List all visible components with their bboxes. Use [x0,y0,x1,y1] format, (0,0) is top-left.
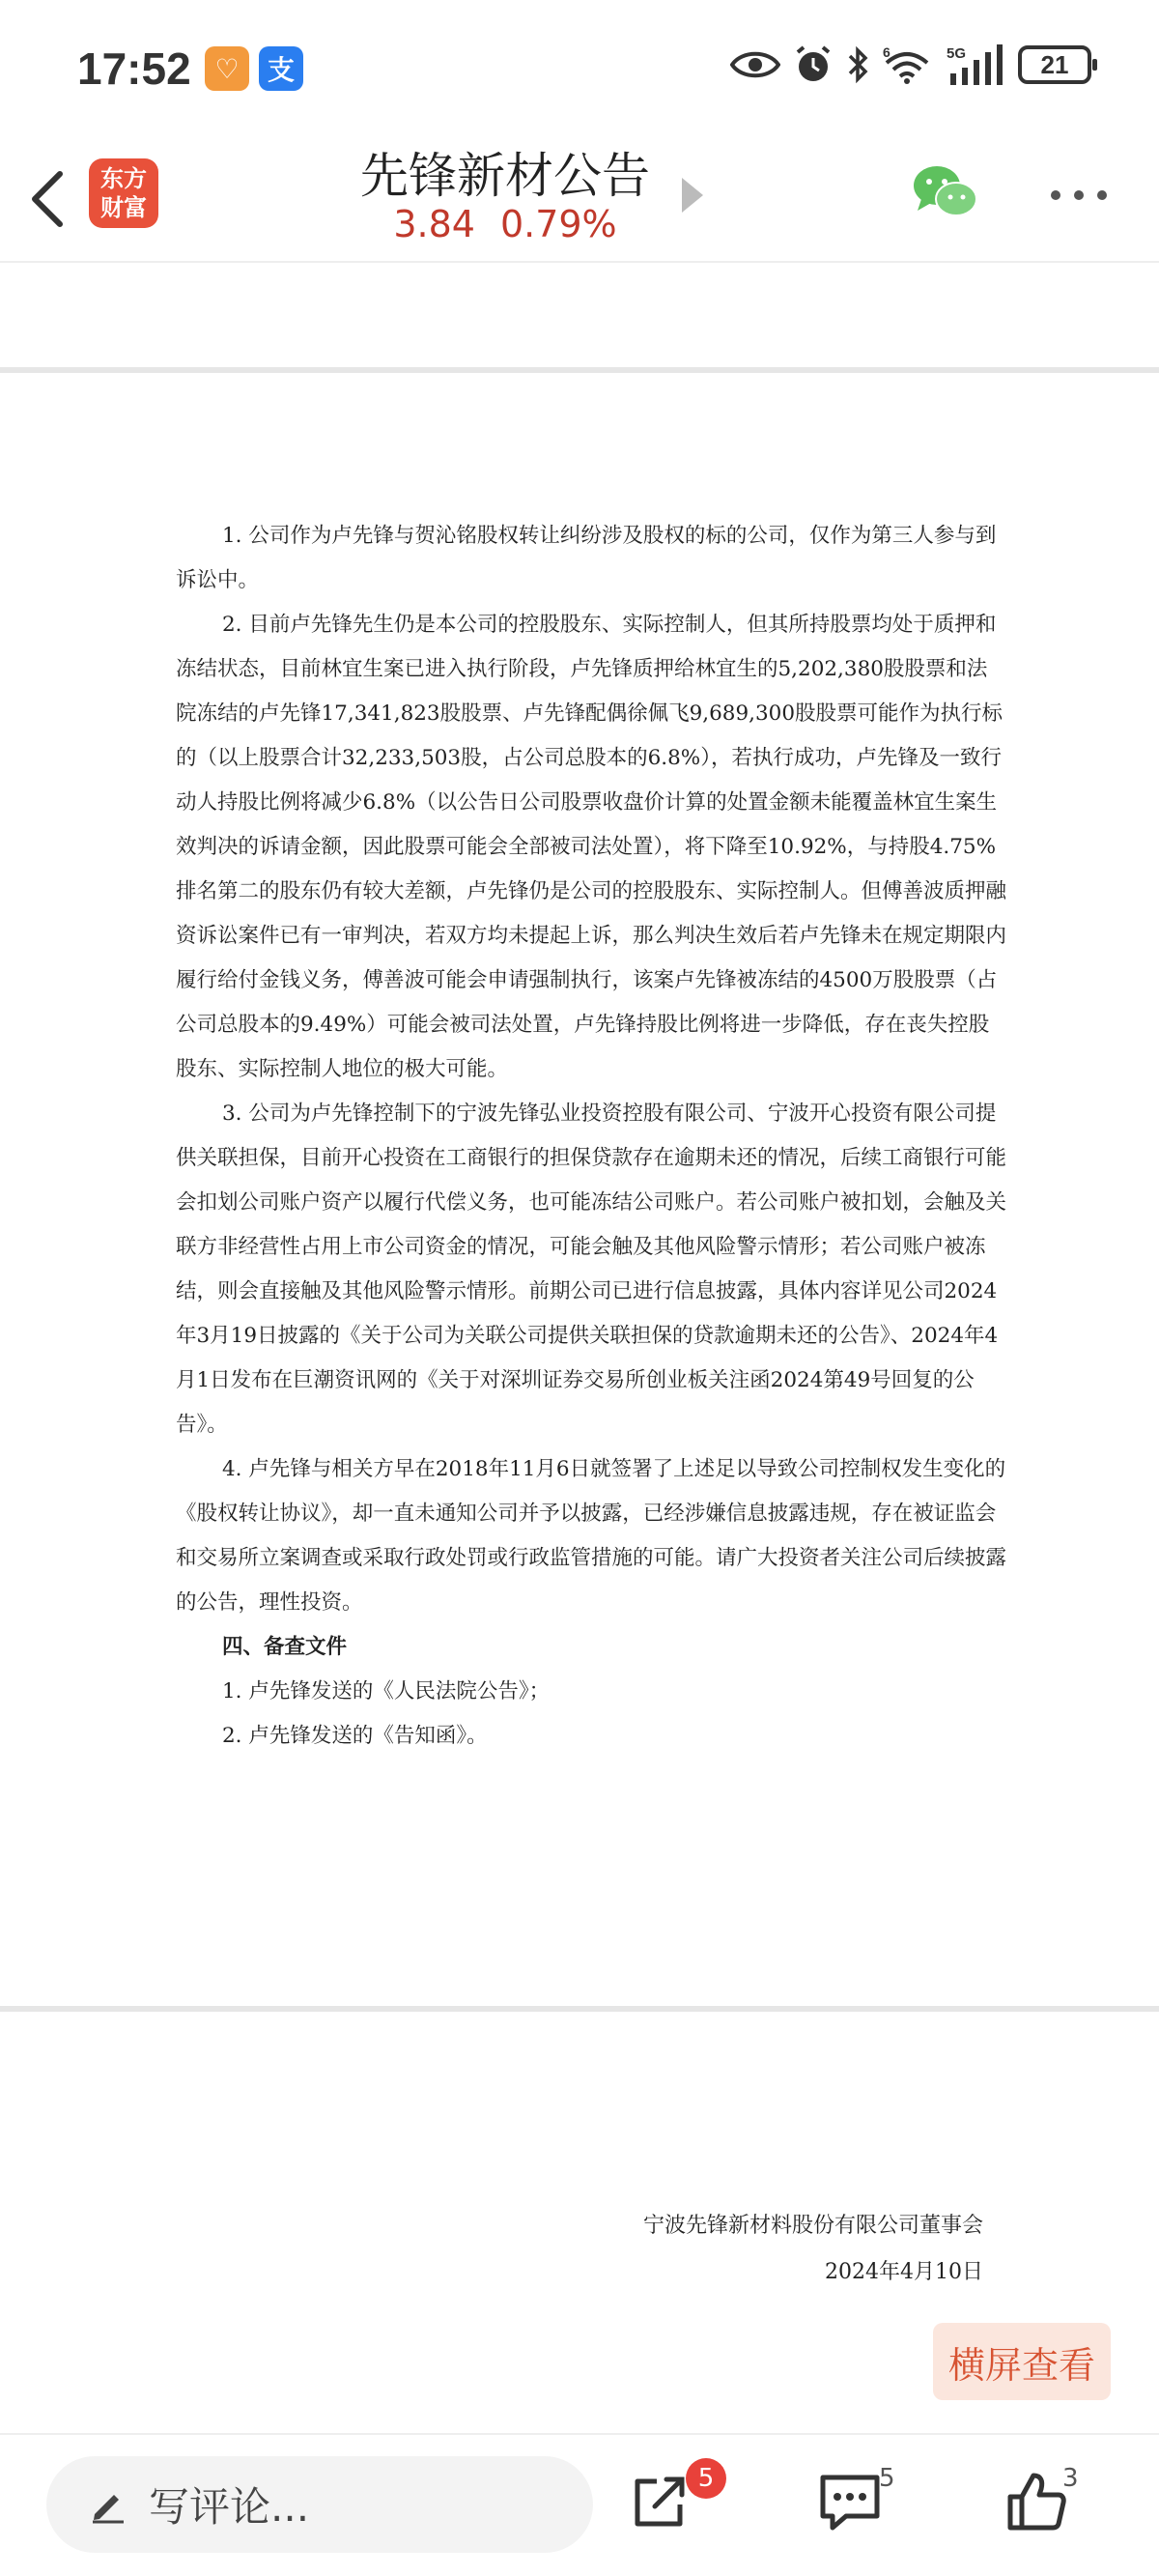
app-notification-icon: ♡ [205,46,249,91]
like-icon[interactable] [1004,2470,1068,2533]
header [0,135,1159,261]
share-icon[interactable] [628,2470,692,2533]
alarm-icon [794,44,833,85]
wifi-icon [883,45,931,84]
stock-change: 0.79% [499,203,617,245]
stock-price: 3.84 [393,203,475,245]
header-bottom-line [0,261,1159,263]
doc-section-title: 四、备查文件 [222,1635,348,1659]
signal-icon [945,44,1004,85]
status-icons [730,44,1091,85]
doc-paragraph-3: 3. 公司为卢先锋控制下的宁波先锋弘业投资控股有限公司、宁波开心投资有限公司提供关联担保，目前开心投资在工商银行的担保贷款存在逾期未还的情况，后续工商银行可能会扣划公司账户资产以履行代偿义务，也可能冻结公司账户。若公司账户被扣划，会触及关联方非经营性占用上市公司资金的情况，可能会触及其他风险警示情形；若公司账户被冻结，则会直接触及其他风险警示情形。前期公司已进行信息披露，具体内容详见公司2024年3月19日披露的《关于公司为关联公司提供关联担保的贷款逾期未还的公告》、2024年4月1日发布在巨潮资讯网的《关于对深圳证券交易所创业板关注函2024第49号回复的公告》。 [176,1102,1007,1437]
doc-file-2: 2. 卢先锋发送的《告知函》。 [222,1724,488,1748]
status-bar [0,0,1159,145]
logo-line-2: 财富 [100,194,147,221]
doc-paragraph-4: 4. 卢先锋与相关方早在2018年11月6日就签署了上述足以导致公司控制权发生变化的《股权转让协议》，却一直未通知公司并予以披露，已经涉嫌信息披露违规，存在被证监会和交易所立案调查或采取行政处罚或行政监管措施的可能。请广大投资者关注公司后续披露的公告，理性投资。 [176,1457,1007,1615]
more-icon[interactable] [1049,188,1109,202]
alipay-notification-icon: 支 [259,46,303,91]
caret-right-icon[interactable] [680,176,705,215]
comment-icon[interactable] [817,2470,883,2533]
svg-text:6: 6 [883,45,890,60]
document-bottom-divider [0,2006,1159,2012]
signature: 宁波先锋新材料股份有限公司董事会 [642,2214,983,2238]
status-time: 17:52 [77,43,191,94]
comment-input[interactable] [46,2456,593,2553]
pencil-icon [89,2485,127,2524]
page-title[interactable]: 先锋新材公告 [360,148,650,204]
bluetooth-icon [846,45,869,84]
stock-quote[interactable] [0,203,1010,245]
share-badge: 5 [686,2458,726,2499]
battery-icon: 21 [1018,45,1091,84]
network-type: 5G [947,45,967,62]
doc-paragraph-2: 2. 目前卢先锋先生仍是本公司的控股股东、实际控制人，但其所持股票均处于质押和冻结状态，目前林宜生案已进入执行阶段，卢先锋质押给林宜生的5,202,380股股票和法院冻结的卢先锋17,341,823股股票、卢先锋配偶徐佩飞9,689,300股股票可能作为执行标的（以上股票合计32,233,503股，占公司总股本的6.8%），若执行成功，卢先锋及一致行动人持股比例将减少6.8%（以公告日公司股票收盘价计算的处置金额未能覆盖林宜生案生效判决的诉请金额，因此股票可能会全部被司法处置），将下降至10.92%，与持股4.75%排名第二的股东仍有较大差额，卢先锋仍是公司的控股股东、实际控制人。但傅善波质押融资诉讼案件已有一审判决，若双方均未提起上诉，那么判决生效后若卢先锋未在规定期限内履行给付金钱义务，傅善波可能会申请强制执行，该案卢先锋被冻结的4500万股股票（占公司总股本的9.49%）可能会被司法处置，卢先锋持股比例将进一步降低，存在丧失控股股东、实际控制人地位的极大可能。 [176,613,1007,1081]
announcement-document [176,514,1006,1759]
doc-file-1: 1. 卢先锋发送的《人民法院公告》； [222,1679,551,1703]
doc-paragraph-1: 1. 公司作为卢先锋与贺沁铭股权转让纠纷涉及股权的标的公司，仅作为第三人参与到诉讼中。 [176,524,997,592]
comment-count: 5 [879,2464,895,2493]
bottom-action-bar [0,2433,1159,2576]
wechat-share-icon[interactable] [912,162,979,222]
document-top-divider [0,367,1159,373]
landscape-view-button[interactable]: 横屏查看 [933,2323,1111,2400]
eye-icon [730,48,780,81]
logo-line-1: 东方 [100,165,147,192]
like-count: 3 [1062,2464,1079,2493]
signature-date: 2024年4月10日 [825,2260,983,2284]
comment-placeholder: 写评论... [149,2483,310,2531]
